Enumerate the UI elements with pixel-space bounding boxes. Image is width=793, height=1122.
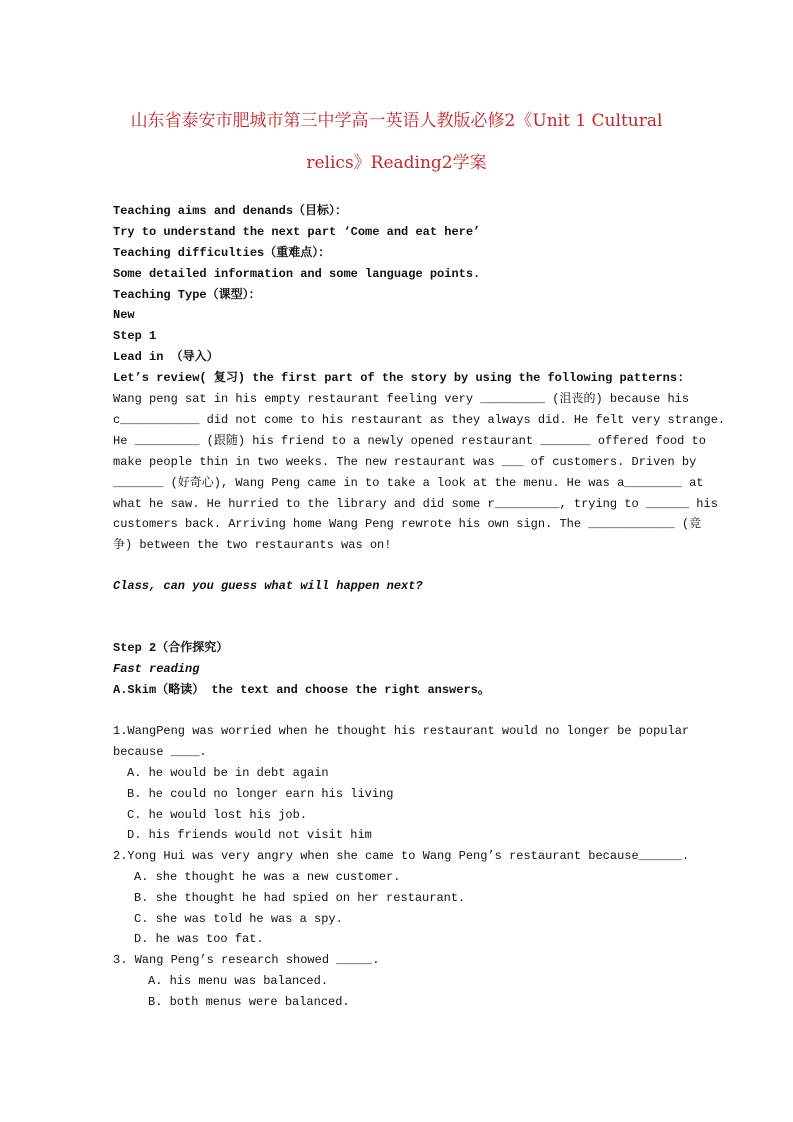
question-3-option: B. both menus were balanced. xyxy=(148,995,350,1009)
review-paragraph-line: Wang peng sat in his empty restaurant feeling very _________ (沮丧的) because his xyxy=(113,392,690,406)
document-title-line-2: relics》Reading2学案 xyxy=(306,153,487,173)
review-paragraph-line: c___________ did not come to his restaurant as they always did. He felt very strange. xyxy=(113,413,726,427)
question-3-stem: 3. Wang Peng’s research showed _____. xyxy=(113,953,380,967)
question-2-option: C. she was told he was a spy. xyxy=(134,912,343,926)
step-1-heading: Step 1 xyxy=(113,329,157,343)
teaching-difficulties-heading: Teaching difficulties（重难点）： xyxy=(113,246,331,260)
question-1-option: B. he could no longer earn his living xyxy=(127,787,394,801)
teaching-type-heading: Teaching Type（课型）： xyxy=(113,288,261,302)
question-1-option: A. he would be in debt again xyxy=(127,766,329,780)
question-3-option: A. his menu was balanced. xyxy=(148,974,329,988)
skim-instruction: A.Skim（略读） the text and choose the right answers。 xyxy=(113,683,490,697)
review-paragraph-line: He _________ (跟随) his friend to a newly opened restaurant _______ offered food to xyxy=(113,434,706,448)
review-instruction: Let’s review( 复习) the first part of the story by using the following patterns: xyxy=(113,371,685,385)
question-1-stem: 1.WangPeng was worried when he thought his restaurant would no longer be popular xyxy=(113,724,690,738)
step-2-heading: Step 2（合作探究） xyxy=(113,641,229,655)
review-paragraph-line: make people thin in two weeks. The new restaurant was ___ of customers. Driven by xyxy=(113,455,697,469)
question-1-option: C. he would lost his job. xyxy=(127,808,308,822)
review-paragraph-line: 争) between the two restaurants was on! xyxy=(113,538,392,552)
teaching-aims-text: Try to understand the next part ‘Come and eat here’ xyxy=(113,225,481,239)
guess-question: Class, can you guess what will happen next? xyxy=(113,579,423,593)
question-2-stem: 2.Yong Hui was very angry when she came to Wang Peng’s restaurant because______. xyxy=(113,849,690,863)
teaching-aims-heading: Teaching aims and denands（目标）： xyxy=(113,204,348,218)
fast-reading-heading: Fast reading xyxy=(113,662,200,676)
review-paragraph-line: what he saw. He hurried to the library and did some r_________, trying to ______ his xyxy=(113,497,718,511)
question-1-stem: because ____. xyxy=(113,745,207,759)
document-title-line-1: 山东省泰安市肥城市第三中学高一英语人教版必修2《Unit 1 Cultural xyxy=(130,111,663,131)
review-paragraph-line: customers back. Arriving home Wang Peng rewrote his own sign. The ____________ (竞 xyxy=(113,517,702,531)
question-1-option: D. his friends would not visit him xyxy=(127,828,372,842)
question-2-option: A. she thought he was a new customer. xyxy=(134,870,401,884)
review-paragraph-line: _______ (好奇心), Wang Peng came in to take a look at the menu. He was a________ at xyxy=(113,476,704,490)
teaching-difficulties-text: Some detailed information and some language points. xyxy=(113,267,481,281)
question-2-option: B. she thought he had spied on her restaurant. xyxy=(134,891,466,905)
lead-in-heading: Lead in （导入） xyxy=(113,350,219,364)
question-2-option: D. he was too fat. xyxy=(134,932,264,946)
teaching-type-text: New xyxy=(113,308,135,322)
